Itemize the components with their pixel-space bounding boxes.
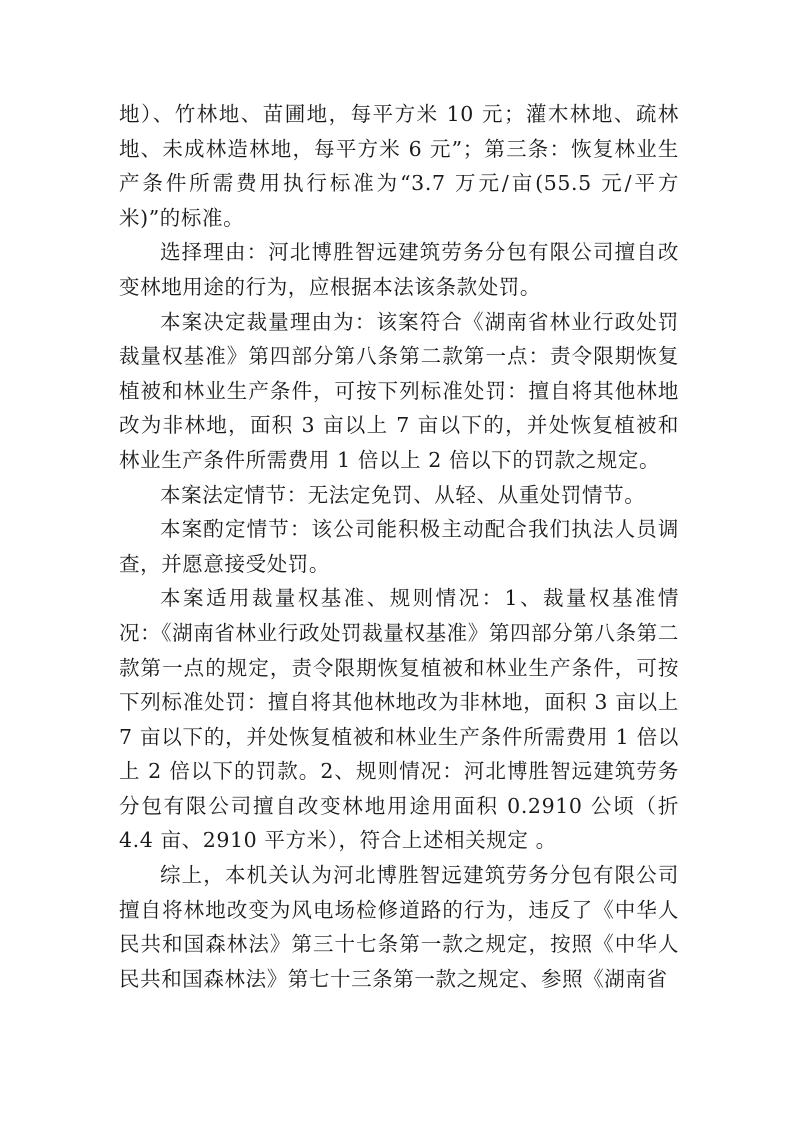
paragraph-applicable-standards: 本案适用裁量权基准、规则情况：1、裁量权基准情况：《湖南省林业行政处罚裁量权基准》第四部分第八条第二款第一点的规定，责令限期恢复植被和林业生产条件，可按下列标准处罚：擅自将其他林地改为非林地，面积 3 亩以上 7 亩以下的，并处恢复植被和林业生产条件所需费用 1 倍以上 2 倍以下的罚款。2、规则情况：河北博胜智远建筑劳务分包有限公司擅自改变林地用途用面积 0.2910 公顷（折 4.4 亩、2910 平方米），符合上述相关规定 。 bbox=[119, 586, 679, 853]
paragraph-statutory-circumstances: 本案法定情节：无法定免罚、从轻、从重处罚情节。 bbox=[160, 482, 646, 507]
paragraph-continuation: 地）、竹林地、苗圃地，每平方米 10 元；灌木林地、疏林地、未成林造林地，每平方米 6 元”；第三条：恢复林业生产条件所需费用执行标准为“3.7 万元/亩(55.5 元/平方米)”的标准。 bbox=[119, 102, 679, 230]
paragraph-discretionary-circumstances: 本案酌定情节：该公司能积极主动配合我们执法人员调查，并愿意接受处罚。 bbox=[119, 517, 679, 576]
paragraph-discretion-reason: 本案决定裁量理由为：该案符合《湖南省林业行政处罚裁量权基准》第四部分第八条第二款第一点：责令限期恢复植被和林业生产条件，可按下列标准处罚：擅自将其他林地改为非林地，面积 3 亩以上 7 亩以下的，并处恢复植被和林业生产条件所需费用 1 倍以上 2 倍以下的罚款之规定。 bbox=[119, 309, 679, 472]
paragraph-selection-reason: 选择理由：河北博胜智远建筑劳务分包有限公司擅自改变林地用途的行为，应根据本法该条款处罚。 bbox=[119, 240, 679, 299]
document-body bbox=[119, 97, 679, 996]
paragraph-conclusion: 综上，本机关认为河北博胜智远建筑劳务分包有限公司擅自将林地改变为风电场检修道路的行为，违反了《中华人民共和国森林法》第三十七条第一款之规定，按照《中华人民共和国森林法》第七十三条第一款之规定、参照《湖南省 bbox=[119, 863, 679, 991]
